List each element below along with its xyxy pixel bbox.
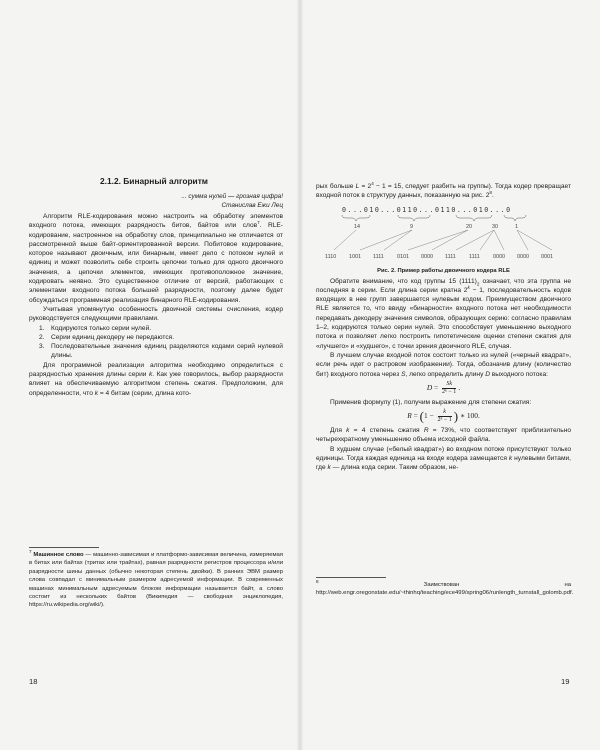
paragraph-apply-formula: Применив формулу (1), получим выражение для степени сжатия: — [330, 398, 532, 406]
paragraph-text: означает, что эта группа не последняя в серии. Если длина серии кратна 2 — [316, 277, 572, 294]
paragraph-text: = 2 — [359, 183, 372, 190]
paragraph-text: Обратите внимание, что код группы 15 (1111) — [330, 277, 477, 285]
formula-compression-ratio: R = (1 − $\frac{k}{\text{2ᵏ − 1}}$ ) ∗ 100. — [407, 408, 480, 424]
footnote-rule — [316, 577, 386, 578]
paragraph-implementation — [29, 361, 283, 398]
paragraph-text: − 1, последовательность кодов входящих в нее групп завершается нулевым кодом. Преимуществом двоичного RLE является то, что ввиду «бинарности» входного потока нет необходимости передавать декодеру значения символов, образующих серию: согласно правилам 1–2, кодируются только серии нулей. Это способствует уменьшению выходного потока и позволяет легко построить гипотетические оценки степени сжатия для «лучшего» и «худшего», с точки зрения двоичного RLE, случая. — [316, 286, 571, 350]
output-code: 1110 — [325, 253, 337, 260]
run-length-label: 9 — [410, 223, 413, 230]
list-text: Последовательные значения единиц разделяются кодами серий нулевой длины. — [51, 343, 283, 360]
page-number-right: 19 — [561, 677, 570, 686]
footnote-mark: 8 — [316, 579, 319, 585]
left-footnote — [29, 547, 283, 610]
fraction-numerator: k — [438, 409, 452, 417]
math-sup: k — [467, 284, 470, 290]
formula-fraction — [438, 409, 452, 424]
math-var: k — [327, 464, 331, 472]
rules-list — [29, 324, 283, 361]
figure-connectors — [334, 230, 552, 250]
formula-output-length: D = $\frac{Sk}{\text{2ᵏ − 1}}$ . — [426, 380, 461, 395]
paragraph-continuation — [316, 182, 571, 201]
paragraph-text: . RLE-кодирование, настроенное на обработку слов, принципиально не отличается от рассмотренной выше байт-ориентированной версии. Побитовое кодирование, которое называют двоичным, или бинарным, имеет дело с потоком нулей и единиц и может позволить себе строить цепочки только для одного двоичного значения, а цепочки элементов, имеющих противоположное значение, кодировать неявно. Это существенное отличие от версий, работающих с элементами входного потока большей разрядности, поэтому далее будет обсуждаться программная реализация бинарного RLE-кодирования. — [29, 222, 283, 304]
output-code: 1111 — [445, 253, 456, 260]
paragraph-text: , легко определить длину — [405, 370, 486, 378]
output-code: 1001 — [349, 253, 361, 260]
math-var: k — [346, 427, 350, 435]
math-var: k — [508, 455, 513, 463]
list-number: 3. — [39, 343, 45, 351]
output-code: 0001 — [541, 253, 553, 260]
paragraph-text: выходного потока: — [489, 370, 548, 378]
epigraph-quote: ... сумма нулей — грозная цифра! — [181, 193, 283, 200]
left-text-column — [29, 171, 283, 398]
output-code: 0000 — [421, 253, 433, 260]
fraction-denominator: 2ᵏ − 1 — [442, 388, 457, 395]
footnote-rule — [29, 547, 99, 548]
run-length-label: 30 — [492, 223, 498, 230]
math-var: R — [423, 427, 429, 435]
figure-input-bits: 0...010...0110...0110...010...0 — [342, 205, 512, 214]
list-text: Кодируются только серии нулей. — [51, 324, 152, 332]
rle-diagram — [316, 203, 571, 265]
list-item — [29, 342, 283, 361]
math-var: D — [485, 370, 490, 378]
paragraph-text: В худшем случае («белый квадрат») во входном потоке присутствуют только единицы. Тогда каждая единица на входе кодера замещается — [316, 445, 571, 463]
paragraph-text: Для — [330, 427, 347, 435]
footnote-text: Заимствован на http://web.engr.oregonstate.edu/~thinhq/teaching/ece499/spring06/runlength_turnstall_golomb.pdf. — [316, 582, 574, 597]
output-code: 1111 — [469, 253, 480, 260]
math-var: k — [148, 371, 153, 379]
paragraph-text: — длина кода серии. Таким образом, не- — [330, 464, 459, 472]
paragraph-text: Для программной реализации алгоритма необходимо определиться с разрядностью хранения длины серии — [29, 361, 283, 379]
paragraph-text: . — [491, 192, 494, 200]
formula-lhs: R — [407, 411, 412, 421]
list-item — [29, 333, 283, 342]
figure-caption: Рис. 2. Пример работы двоичного кодера RLE — [377, 267, 510, 274]
paragraph-text: = 73%, что соответствует приблизительно четырехкратному уменьшению объема исходной файла. — [316, 427, 572, 444]
paragraph-worst-case — [316, 445, 571, 473]
formula-tail: ∗ 100. — [459, 411, 480, 421]
output-code: 0000 — [517, 253, 529, 260]
footnote-ref: 8 — [489, 190, 492, 196]
fraction-numerator: Sk — [442, 381, 456, 389]
paragraph-text: . Как уже говорилось, выбор разрядности влияет на обеспечиваемую алгоритмом степень сжатия. Предположим, для определенности, что — [29, 371, 283, 397]
footnote-text: — машинно-зависимая и платформо-зависимая величина, измеряемая в битах или байтах (тритах или трайтах), равная разрядности регистров процессора и/или разрядности шины данных (обычно некоторая степень двойки). В ранних ЭВМ размер слова совпадал с минимальным размером адресуемой информации. В современных машинах минимальным адресуемым блоком информации называется байт, а слово состоит из нескольких байтов (Википедия — свободная энциклопедия, https://ru.wikipedia.org/wiki/). — [29, 552, 283, 609]
paragraph-text: рых больше — [316, 183, 356, 190]
brace-run-4 — [504, 215, 526, 221]
brace-run-1 — [342, 215, 370, 221]
paragraph-text: − 1 = 15, следует разбить на группы). Тогда кодер превращает входной поток в структуру данных, показанную на рис. 2 — [316, 183, 572, 200]
paragraph-best-case — [316, 351, 571, 379]
paragraph-text: = 4 битам (серии, длина кото- — [98, 389, 192, 397]
output-codes — [325, 254, 553, 260]
right-text-column — [316, 182, 571, 473]
brace-run-2 — [398, 215, 430, 221]
math-var: L — [355, 183, 360, 190]
output-code: 0101 — [397, 253, 409, 260]
footnote-ref: 7 — [257, 220, 260, 226]
footnote-mark: 7 — [29, 549, 32, 555]
formula-fraction — [442, 381, 456, 396]
run-length-label: 20 — [466, 223, 472, 230]
right-footnote — [316, 577, 574, 598]
right-page — [300, 0, 600, 750]
math-sub: 2 — [476, 280, 480, 286]
paragraph-text: = 4 степень сжатия — [349, 427, 424, 435]
output-code: 0000 — [493, 253, 505, 260]
list-item — [29, 324, 283, 333]
page-number-left: 18 — [29, 677, 38, 686]
paragraph-rle-intro — [29, 212, 283, 305]
footnote-body — [316, 579, 574, 598]
paragraph-group-code — [316, 277, 571, 351]
math-var: k — [94, 389, 99, 397]
list-number: 1. — [39, 324, 45, 332]
list-text: Серии единиц декодеру не передаются. — [51, 333, 175, 341]
paragraph-text: нулевыми битами, где — [316, 455, 571, 472]
section-heading: 2.1.2. Бинарный алгоритм — [100, 176, 208, 186]
math-var: S — [401, 370, 406, 378]
paragraph-text: Алгоритм RLE-кодирования можно настроить на обработку элементов входного потока, имеющих разрядность битов, байтов или слов — [29, 213, 283, 230]
paragraph-text: В лучшем случае входной поток состоит только из нулей («черный квадрат», если речь идет о растровом изображении). Тогда, обозначив длину (количество бит) входного потока через — [316, 351, 571, 378]
run-length-label: 1 — [515, 223, 518, 230]
paragraph-rules-intro: Учитывая упомянутую особенность двоичной системы счисления, кодер руководствуется следующими правилами. — [29, 305, 283, 323]
math-sup: 4 — [371, 180, 374, 186]
run-length-label: 14 — [354, 223, 360, 230]
paragraph-k4-result — [316, 426, 571, 445]
footnote-body — [29, 551, 283, 610]
output-code: 1111 — [373, 253, 384, 260]
formula-lhs: D — [426, 383, 433, 393]
list-number: 2. — [39, 333, 45, 341]
rle-encoder-figure — [316, 203, 571, 265]
brace-run-3 — [456, 215, 492, 221]
fraction-denominator: 2ᵏ − 1 — [437, 417, 452, 424]
epigraph-author: Станислав Ежи Лец — [221, 202, 283, 209]
footnote-term: Машинное слово — [33, 552, 84, 558]
